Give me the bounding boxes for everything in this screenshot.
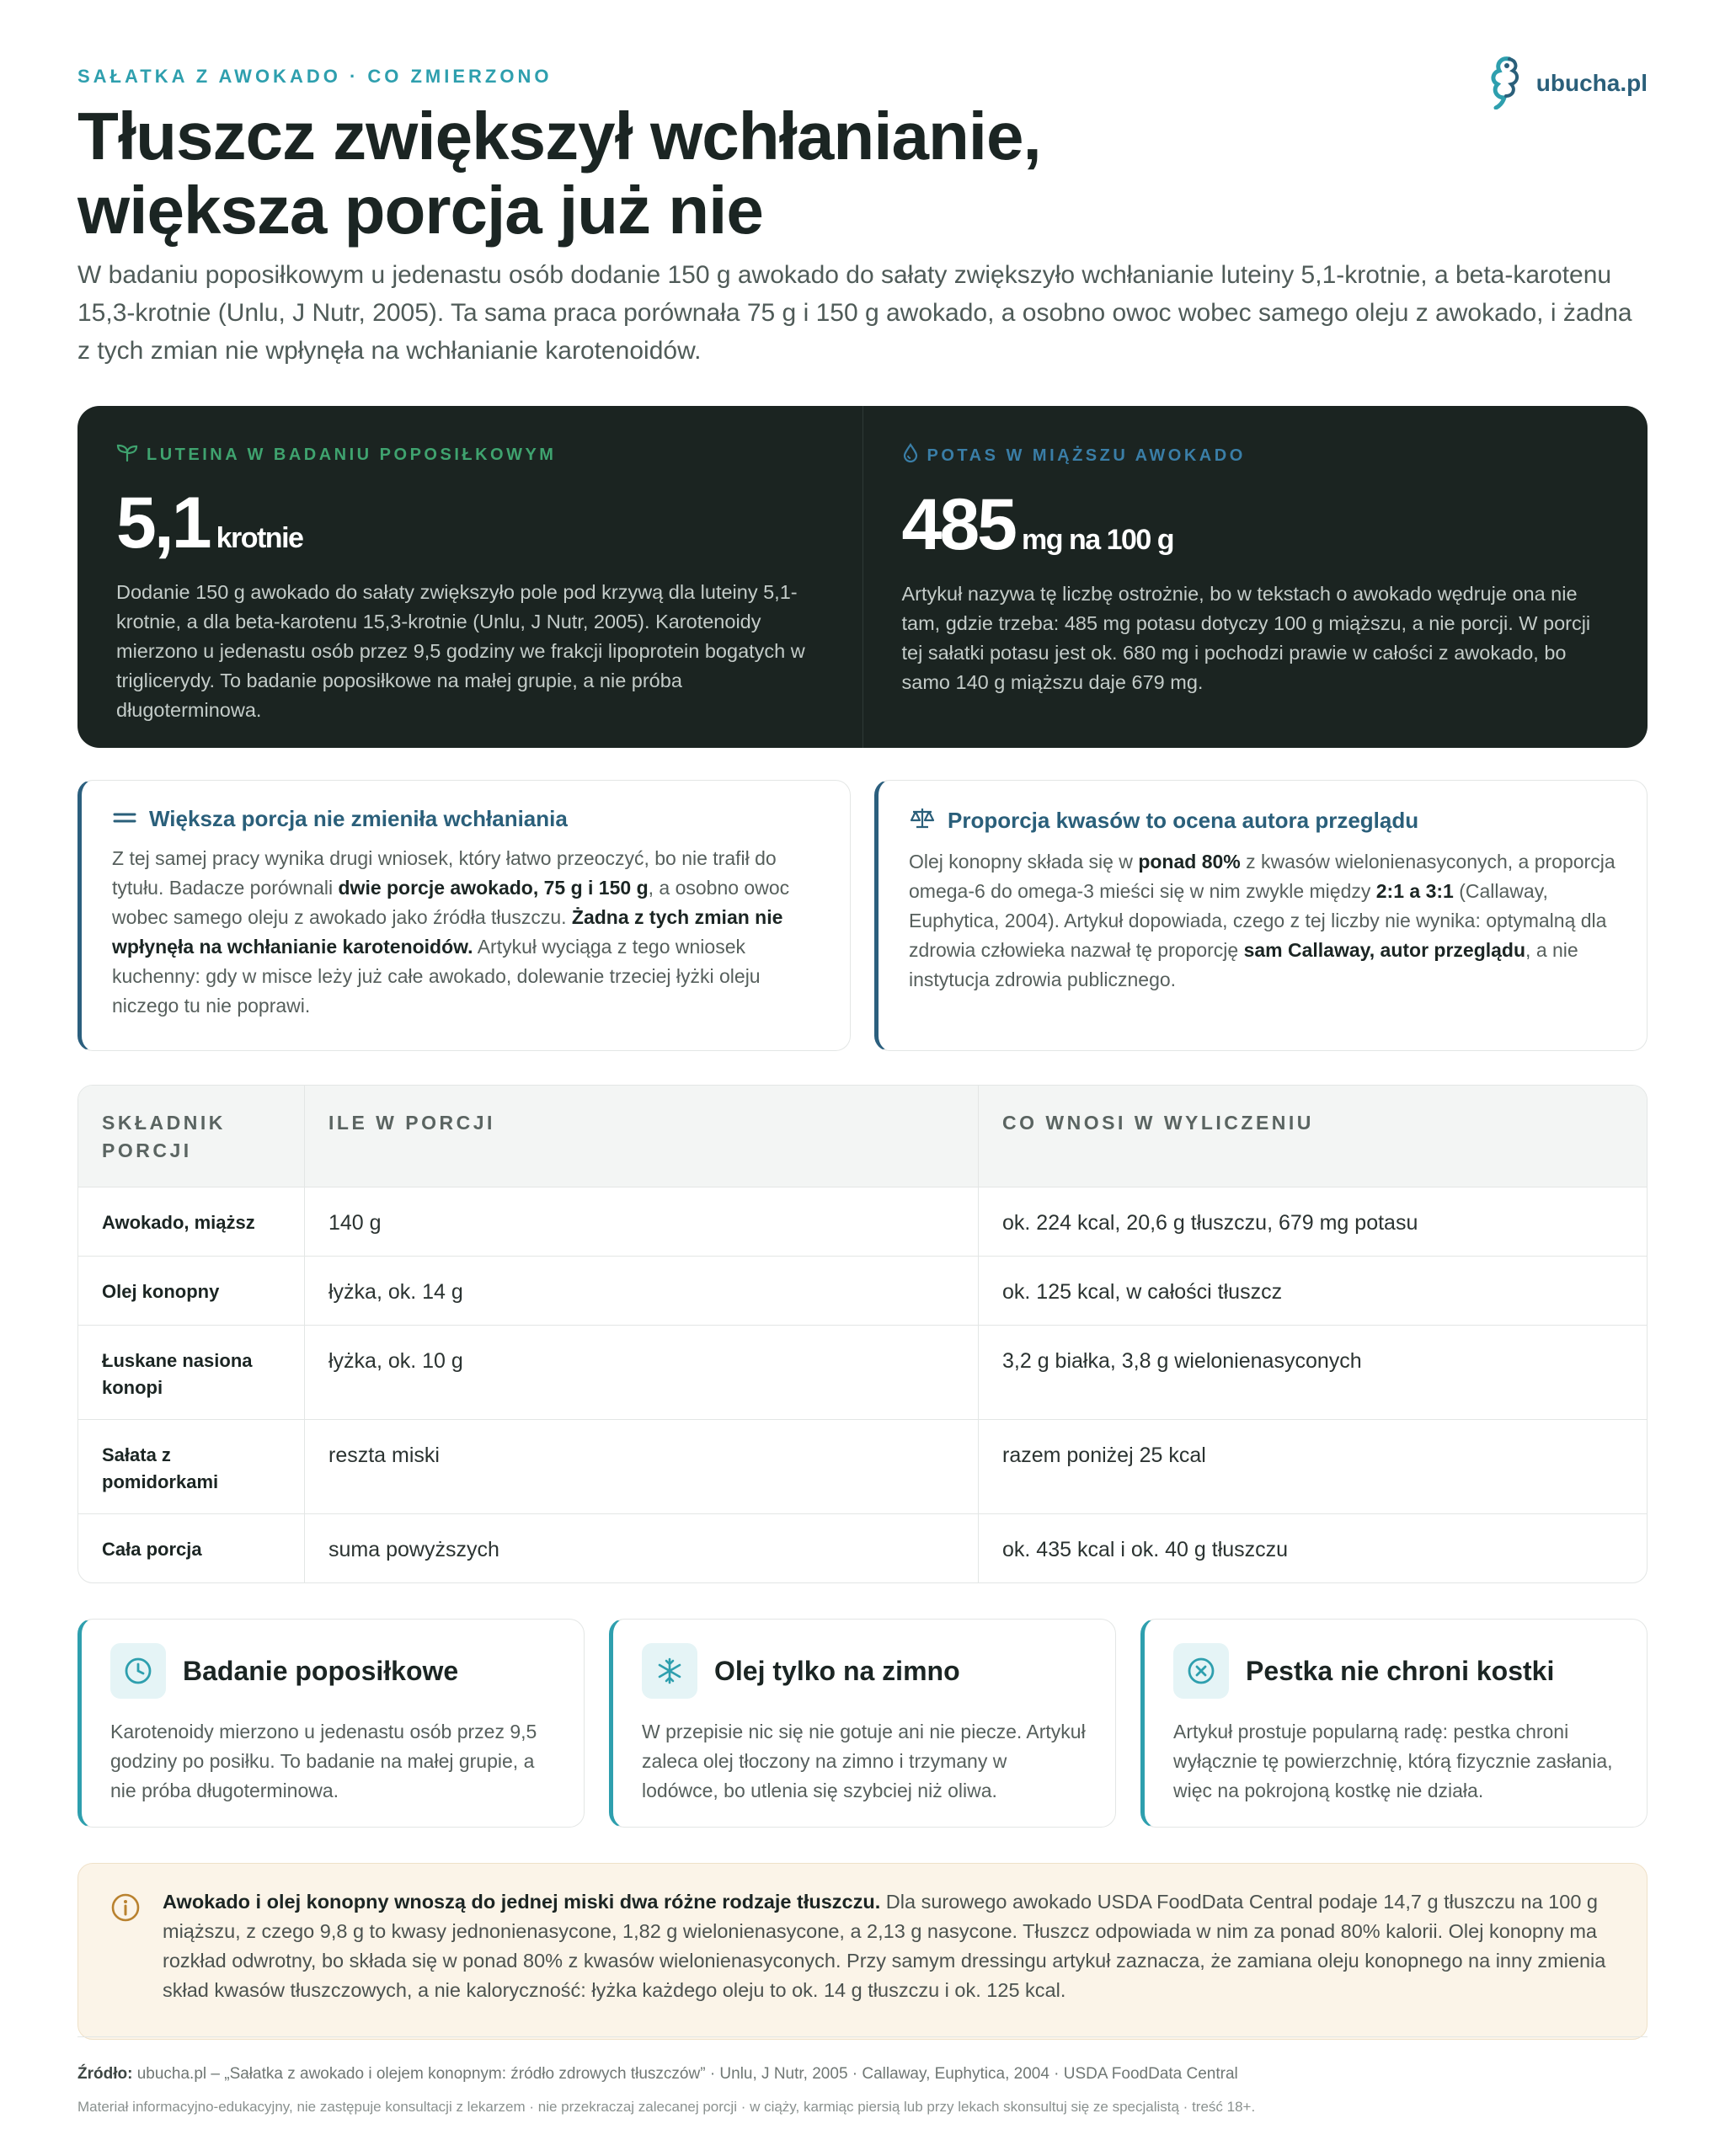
feature-card-body: W przepisie nic się nie gotuje ani nie piecze. Artykuł zaleca olej tłoczony na zimno i trzymany w lodówce, bo utlenia się szybciej niż oliwa. [642,1721,1086,1801]
table-row [78,1513,1647,1583]
kicker: SAŁATKA Z AWOKADO · CO ZMIERZONO [77,66,553,87]
lead-paragraph: W badaniu poposiłkowym u jedenastu osób dodanie 150 g awokado do sałaty zwiększyło wchłanianie luteiny 5,1-krotnie, a beta-karotenu 15,3-krotnie (Unlu, J Nutr, 2005). Ta sama praca porównała 75 g i 150 g awokado, a osobno owoc wobec samego oleju z awokado, i żadna z tych zmian nie wpłynęła na wchłanianie karotenoidów. [77,261,1632,365]
table-cell: ok. 224 kcal, 20,6 g tłuszczu, 679 mg potasu [978,1187,1647,1256]
stat-unit: mg na 100 g [1022,524,1174,556]
table-row [78,1187,1647,1256]
feature-card-body: Karotenoidy mierzono u jedenastu osób przez 9,5 godziny po posiłku. To badanie na małej grupie, a nie próba długoterminowa. [110,1721,537,1801]
info-card-body: Z tej samej pracy wynika drugi wniosek, który łatwo przeoczyć, bo nie trafił do tytułu. Badacze porównali dwie porcje awokado, 75 g i 150 g, a osobno owoc wobec samego oleju z awokado jako źródła tłuszczu. Żadna z tych zmian nie wpłynęła na wchłanianie karotenoidów. Artykuł wyciąga z tego wniosek kuchenny: gdy w misce leży już całe awokado, dolewanie trzeciej łyżki oleju niczego tu nie poprawi. [112,847,790,1017]
feature-card-cold-oil [609,1619,1116,1828]
feature-card-head [1173,1643,1618,1699]
cross-circle-icon [1173,1643,1229,1699]
ingredients-table [77,1085,1648,1583]
table-header-cell: CO WNOSI W WYLICZENIU [978,1086,1647,1187]
clock-icon [110,1643,166,1699]
scales-icon [909,806,936,835]
stat-label: LUTEINA W BADANIU POPOSIŁKOWYM [116,443,824,467]
title-line-2: większa porcja już nie [77,173,763,248]
page [77,0,1648,2156]
feature-card-postprandial [77,1619,585,1828]
table-cell: Awokado, miąższ [102,1212,255,1233]
stat-label: POTAS W MIĄŻSZU AWOKADO [902,443,1610,468]
table-cell: ok. 125 kcal, w całości tłuszcz [978,1257,1647,1325]
title-line-1: Tłuszcz zwiększył wchłanianie, [77,99,1041,173]
table-header-cell: SKŁADNIK PORCJI [102,1112,226,1161]
disclaimer: Materiał informacyjno-edukacyjny, nie zastępuje konsultacji z lekarzem · nie przekraczaj zalecanej porcji · w ciąży, karmiąc piersią lub przy lekach skonsultuj się ze specjalistą · treść 18+. [77,2099,1256,2115]
table-cell: łyżka, ok. 14 g [304,1257,978,1325]
fat-note [77,1863,1648,2040]
seahorse-logo-icon [1484,54,1526,114]
stat-unit: krotnie [216,522,303,554]
logo-text: ubucha.pl [1535,70,1648,96]
feature-card-head [642,1643,1087,1699]
info-card-portion [77,780,851,1051]
stat-number: 5,1 [116,483,210,563]
table-row [78,1256,1647,1325]
table-cell: Cała porcja [102,1539,202,1560]
feature-card-pit [1140,1619,1648,1828]
table-cell: reszta miski [304,1420,978,1513]
info-card-body: Olej konopny składa się w ponad 80% z kwasów wielonienasyconych, a proporcja omega-6 do omega-3 mieści się w nim zwykle między 2:1 a 3:1 (Callaway, Euphytica, 2004). Artykuł dopowiada, czego z tej liczby nie wynika: optymalną dla zdrowia człowieka nazwał tę proporcję sam Callaway, autor przeglądu, a nie instytucja zdrowia publicznego. [909,851,1616,990]
footer-divider [77,2036,1648,2037]
feature-card-title: Badanie poposiłkowe [183,1655,459,1686]
table-cell: 3,2 g białka, 3,8 g wielonienasyconych [978,1326,1647,1419]
table-cell: Sałata z pomidorkami [102,1444,219,1492]
source-line: Źródło: ubucha.pl – „Sałatka z awokado i olejem konopnym: źródło zdrowych tłuszczów” · Unlu, J Nutr, 2005 · Callaway, Euphytica, 2004 · USDA FoodData Central [77,2065,1238,2083]
table-row [78,1419,1647,1513]
stat-lutein [77,406,862,748]
sprout-icon [116,443,138,467]
table-cell: Łuskane nasiona konopi [102,1350,253,1398]
stat-description: Artykuł nazywa tę liczbę ostrożnie, bo w tekstach o awokado wędruje ona nie tam, gdzie trzeba: 485 mg potasu dotyczy 100 g miąższu, a nie porcji. W porcji tej sałatki potasu jest ok. 680 mg i pochodzi prawie w całości z awokado, bo samo 140 g miąższu daje 679 mg. [901,583,1591,693]
equals-icon [112,806,137,832]
feature-card-title: Olej tylko na zimno [714,1655,960,1686]
feature-card-title: Pestka nie chroni kostki [1246,1655,1555,1686]
table-cell: ok. 435 kcal i ok. 40 g tłuszczu [978,1514,1647,1583]
stat-potassium [862,406,1648,748]
stat-description: Dodanie 150 g awokado do sałaty zwiększyło pole pod krzywą dla luteiny 5,1-krotnie, a dla beta-karotenu 15,3-krotnie (Unlu, J Nutr, 2005). Karotenoidy mierzono u jedenastu osób przez 9,5 godziny we frakcji lipoprotein bogatych w triglicerydy. To badanie poposiłkowe na małej grupie, a nie próba długoterminowa. [116,581,805,721]
info-icon [110,1892,141,1931]
table-cell: Olej konopny [102,1281,220,1302]
feature-card-head [110,1643,555,1699]
table-row [78,1325,1647,1419]
info-card-title: Proporcja kwasów to ocena autora przeglądu [909,806,1616,835]
table-header-row [78,1086,1647,1187]
stat-value-row [901,483,1610,565]
table-cell: suma powyższych [304,1514,978,1583]
info-card-title: Większa porcja nie zmieniła wchłaniania [112,806,820,832]
stat-value-row [116,482,824,563]
feature-card-body: Artykuł prostuje popularną radę: pestka chroni wyłącznie tę powierzchnię, którą fizycznie zasłania, więc na pokrojoną kostkę nie działa. [1173,1721,1613,1801]
droplet-icon [902,443,919,468]
logo[interactable] [1484,54,1648,113]
snowflake-icon [642,1643,697,1699]
table-cell: 140 g [304,1187,978,1256]
note-text: Awokado i olej konopny wnoszą do jednej miski dwa różne rodzaje tłuszczu. Dla surowego awokado USDA FoodData Central podaje 14,7 g tłuszczu na 100 g miąższu, z czego 9,8 g to kwasy jednonienasycone, 1,82 g wielonienasycone, a 2,13 g nasycone. Tłuszcz odpowiada w nim za ponad 80% kalorii. Olej konopny ma rozkład odwrotny, bo składa się w ponad 80% z kwasów wielonienasyconych. Przy samym dressingu artykuł zaznacza, że zamiana oleju konopnego na inny zmienia skład kwasów tłuszczowych, a nie kaloryczność: łyżka każdego oleju to ok. 14 g tłuszczu i ok. 125 kcal. [163,1891,1606,2001]
stats-panel [77,406,1648,748]
info-card-ratio [874,780,1648,1051]
stat-number: 485 [901,484,1015,565]
table-header-cell: ILE W PORCJI [304,1086,978,1187]
table-cell: łyżka, ok. 10 g [304,1326,978,1419]
page-title [77,99,1425,248]
table-cell: razem poniżej 25 kcal [978,1420,1647,1513]
